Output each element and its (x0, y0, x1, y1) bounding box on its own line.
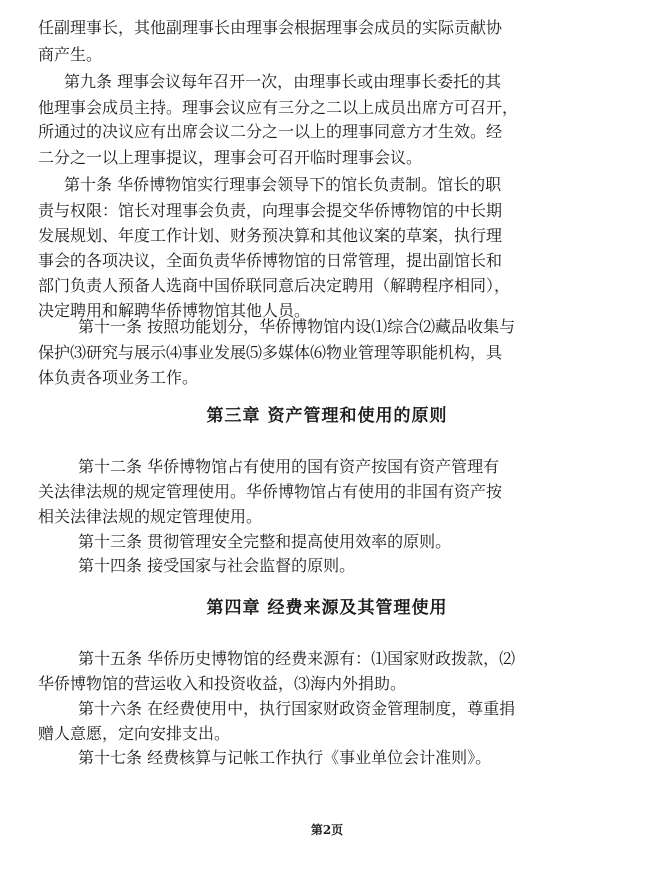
text-line: 发展规划、年度工作计划、财务预决算和其他议案的草案，执行理 (38, 226, 503, 245)
text-line: 华侨博物馆的营运收入和投资收益，⑶海内外捐助。 (38, 674, 407, 693)
text-line: 所通过的决议应有出席会议二分之一以上的理事同意方才生效。经 (38, 122, 503, 141)
article-17-line: 第十七条 经费核算与记帐工作执行《事业单位会计准则》。 (78, 748, 492, 767)
article-13-line: 第十三条 贯彻管理安全完整和提高使用效率的原则。 (78, 532, 452, 551)
article-14-line: 第十四条 接受国家与社会监督的原则。 (78, 556, 356, 575)
chapter-3-heading: 第三章 资产管理和使用的原则 (206, 406, 448, 426)
article-12-line: 第十二条 华侨博物馆占有使用的国有资产按国有资产管理有 (78, 457, 500, 476)
text-line: 关法律法规的规定管理使用。华侨博物馆占有使用的非国有资产按 (38, 482, 503, 501)
article-11-line: 第十一条 按照功能划分，华侨博物馆内设⑴综合⑵藏品收集与 (78, 317, 516, 336)
article-9-line: 第九条 理事会议每年召开一次，由理事长或由理事长委托的其 (64, 72, 502, 91)
text-line: 体负责各项业务工作。 (38, 368, 199, 387)
text-line: 二分之一以上理事提议，理事会可召开临时理事会议。 (38, 148, 423, 167)
text-line: 决定聘用和解聘华侨博物馆其他人员。 (38, 301, 311, 320)
chapter-4-heading: 第四章 经费来源及其管理使用 (206, 598, 448, 618)
text-line: 事会的各项决议，全面负责华侨博物馆的日常管理，提出副馆长和 (38, 251, 503, 270)
text-line: 商产生。 (38, 45, 103, 64)
text-line: 责与权限：馆长对理事会负责，向理事会提交华侨博物馆的中长期 (38, 201, 503, 220)
text-line: 他理事会成员主持。理事会议应有三分之二以上成员出席方可召开， (38, 98, 519, 117)
text-line: 相关法律法规的规定管理使用。 (38, 507, 263, 526)
article-16-line: 第十六条 在经费使用中，执行国家财政资金管理制度，尊重捐 (78, 699, 516, 718)
article-10-line: 第十条 华侨博物馆实行理事会领导下的馆长负责制。馆长的职 (64, 175, 502, 194)
text-line: 保护⑶研究与展示⑷事业发展⑸多媒体⑹物业管理等职能机构，具 (38, 343, 503, 362)
page-number: 第2页 (310, 823, 344, 837)
text-line: 赠人意愿，定向安排支出。 (38, 724, 231, 743)
text-line: 部门负责人预备人选商中国侨联同意后决定聘用（解聘程序相同）， (38, 276, 511, 295)
text-line: 任副理事长，其他副理事长由理事会根据理事会成员的实际贡献协 (38, 18, 503, 37)
article-15-line: 第十五条 华侨历史博物馆的经费来源有：⑴国家财政拨款，⑵ (78, 649, 516, 668)
